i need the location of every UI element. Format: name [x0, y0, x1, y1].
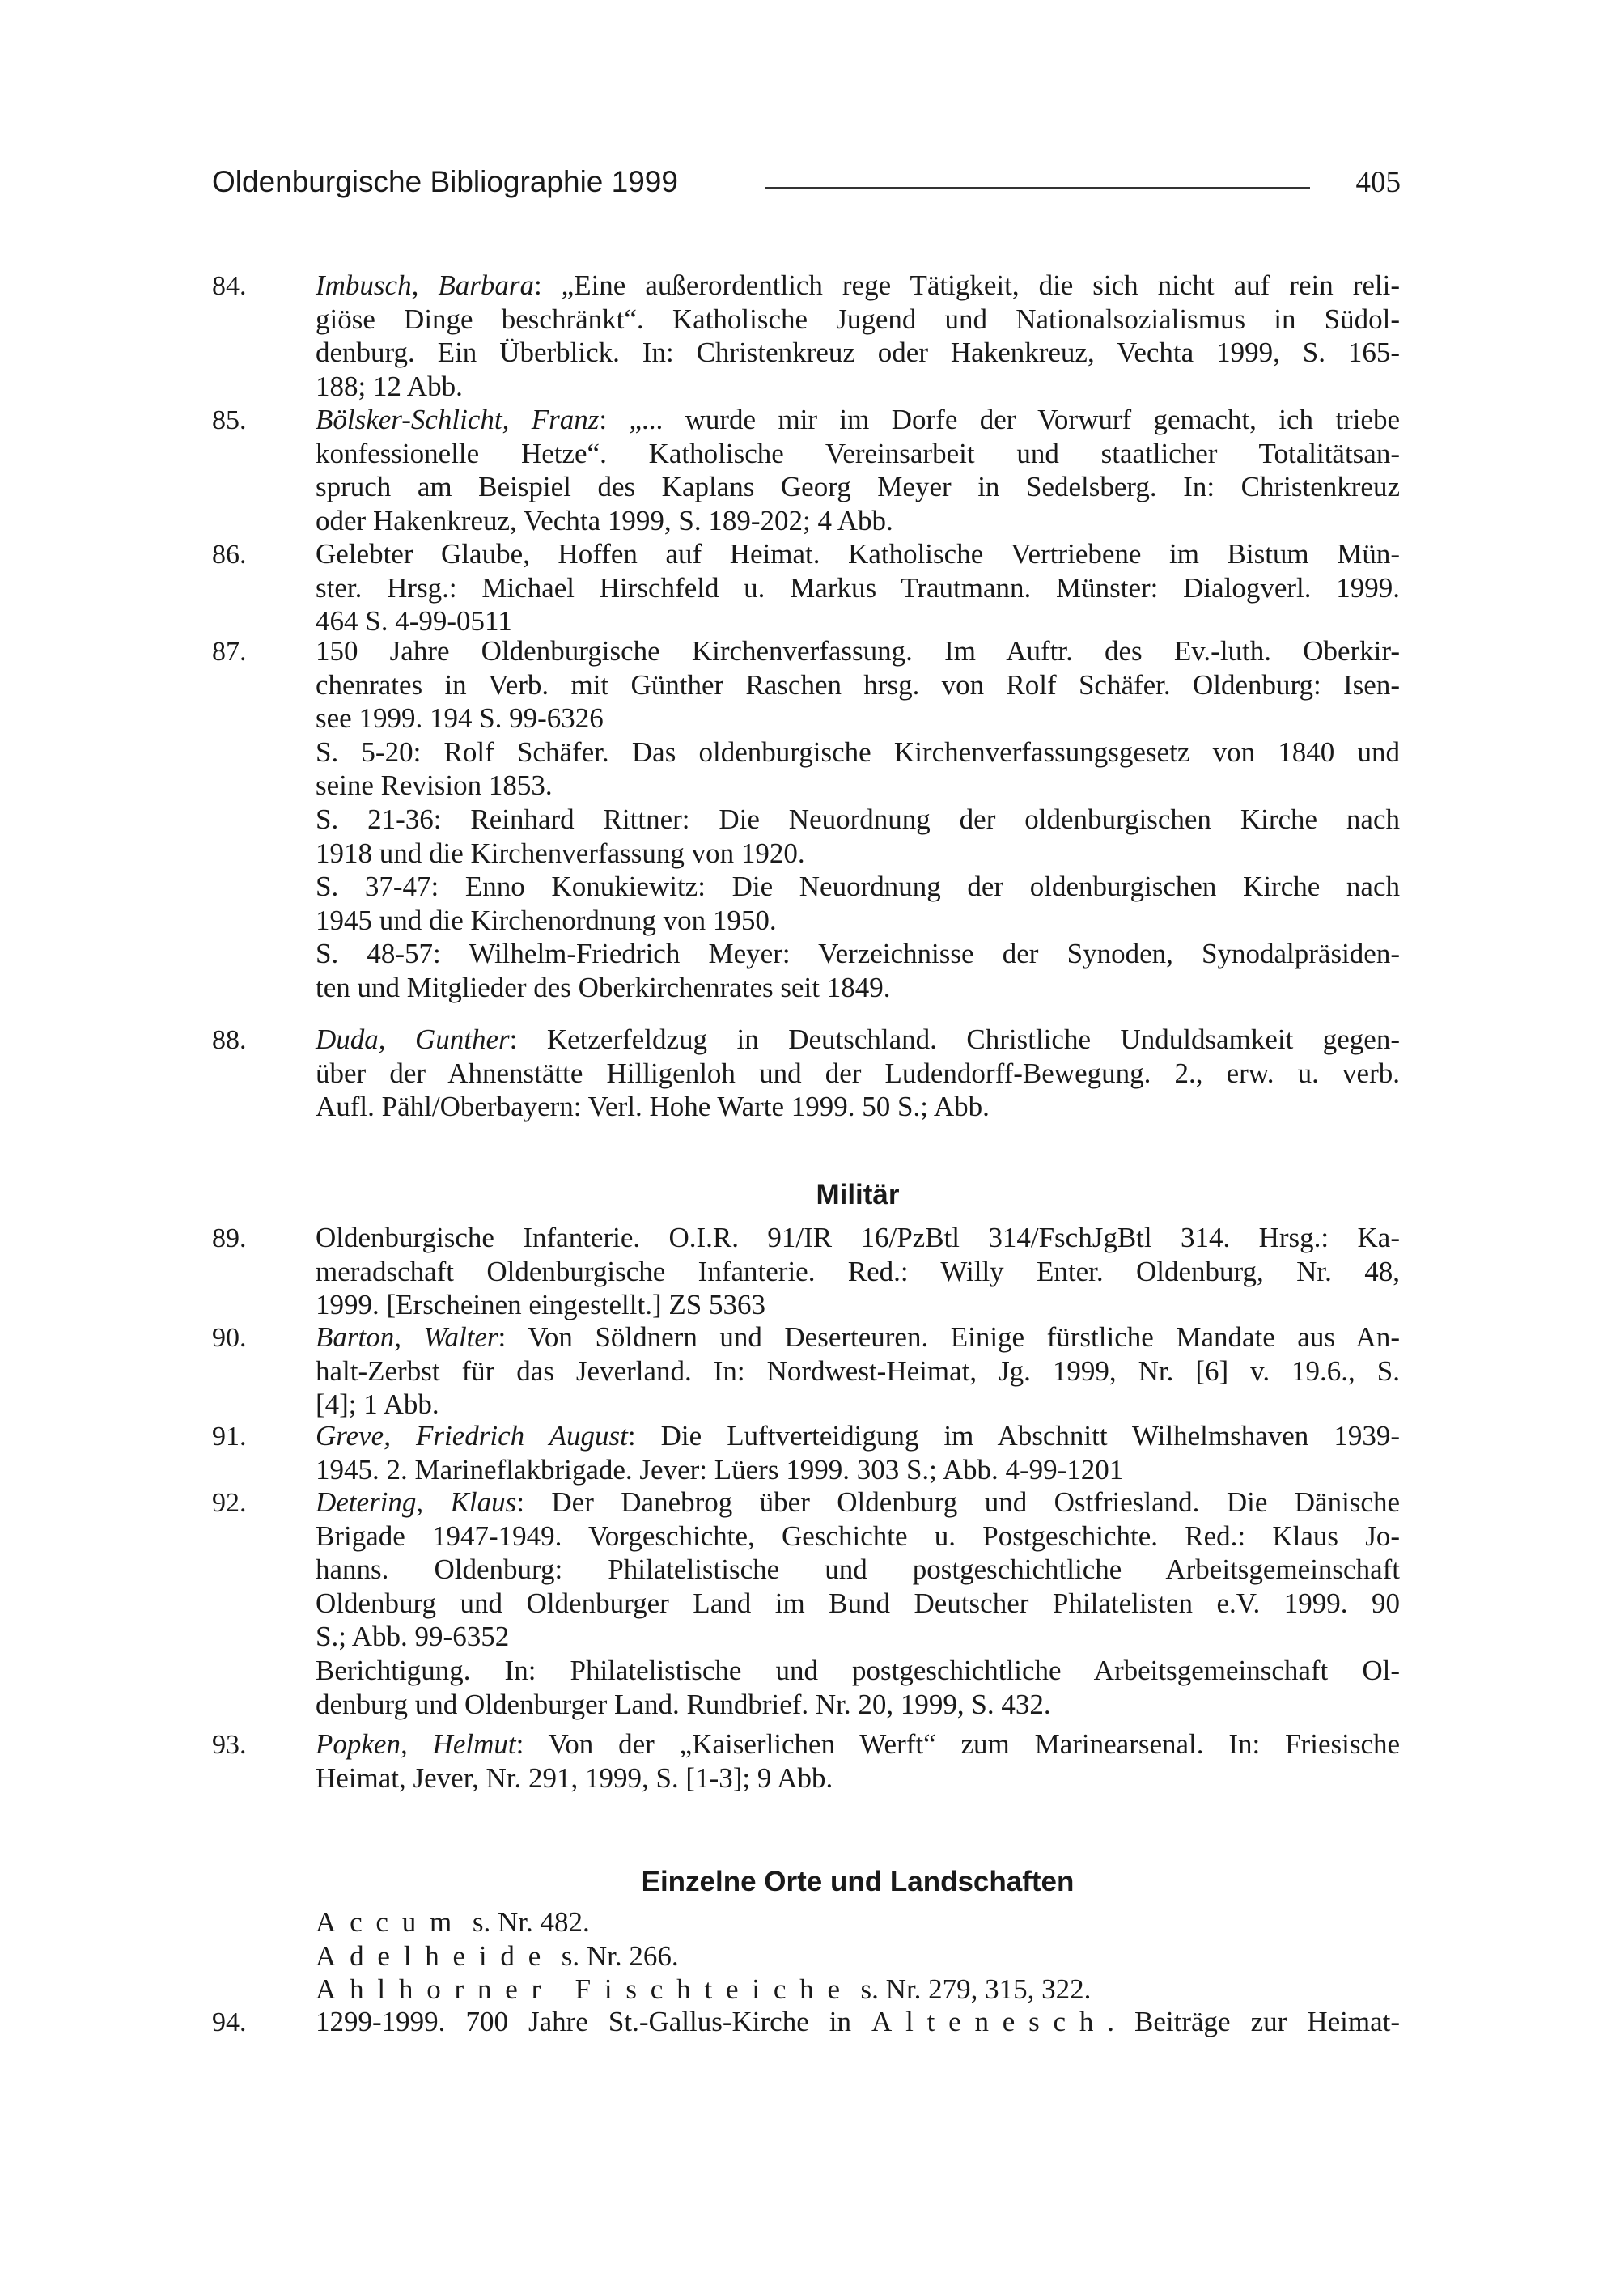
entry-line: [316, 336, 1400, 370]
entry-line: [316, 269, 1400, 303]
entry-text: Brigade 1947-1949. Vorgeschichte, Geschichte u. Postgeschichte. Red.: Klaus Jo-: [316, 1519, 1400, 1552]
entry-line: [316, 769, 553, 803]
entry-text: 1299-1999. 700 Jahre St.-Gallus-Kirche in: [316, 2006, 872, 2037]
entry-line: [316, 571, 1400, 605]
entry-line: [316, 604, 512, 638]
entry-text: giöse Dinge beschränkt“. Katholische Jugend und Nationalsozialismus in Südol-: [316, 303, 1400, 335]
entry-text: : Die Luftverteidigung im Abschnitt Wilhelmshaven 1939-: [627, 1420, 1400, 1452]
entry-text: konfessionelle Hetze“. Katholische Vereinsarbeit und staatlicher Totalitätsan-: [316, 437, 1400, 469]
entry-number: 86.: [212, 540, 247, 570]
entry-text: denburg und Oldenburger Land. Rundbrief. Nr. 20, 1999, S. 432.: [316, 1688, 1051, 1720]
place-name: Ahlhorner Fischteiche: [316, 1973, 854, 2006]
entry-text: meradschaft Oldenburgische Infanterie. Red.: Willy Enter. Oldenburg, Nr. 48,: [316, 1255, 1400, 1287]
entry-text: : Ketzerfeldzug in Deutschland. Christliche Unduldsamkeit gegen-: [509, 1024, 1400, 1055]
entry-number: 93.: [212, 1730, 247, 1760]
entry-line: [316, 1973, 1091, 2007]
entry-line: [316, 1255, 1400, 1289]
entry-text: 464 S. 4-99-0511: [316, 605, 512, 638]
entry-text: : Der Danebrog über Oldenburg und Ostfriesland. Die Dänische: [516, 1486, 1400, 1518]
entry-line: [316, 1090, 990, 1124]
running-title: Oldenburgische Bibliographie 1999: [212, 165, 678, 198]
section-heading-orte: Einzelne Orte und Landschaften: [641, 1866, 1075, 1898]
entry-line: [316, 1320, 1400, 1354]
author-name: Imbusch, Barbara: [316, 269, 534, 301]
entry-line: [316, 937, 1400, 971]
entry-line: [316, 735, 1400, 769]
author-name: Detering, Klaus: [316, 1486, 517, 1518]
entry-line: [316, 1388, 439, 1422]
header-rule: [765, 187, 1310, 189]
entry-text: Oldenburg und Oldenburger Land im Bund Deutscher Philatelisten e.V. 1999. 90: [316, 1587, 1400, 1619]
running-header: [212, 165, 1401, 207]
entry-text: 150 Jahre Oldenburgische Kirchenverfassung. Im Auftr. des Ev.-luth. Oberkir-: [316, 635, 1400, 667]
entry-line: [316, 1288, 765, 1322]
entry-text: S.; Abb. 99-6352: [316, 1621, 510, 1653]
entry-line: [316, 1620, 509, 1654]
entry-text: Aufl. Pähl/Oberbayern: Verl. Hohe Warte 1999. 50 S.; Abb.: [316, 1091, 990, 1123]
entry-line: [316, 370, 463, 404]
entry-line: [316, 701, 604, 735]
entry-text: 1945 und die Kirchenordnung von 1950.: [316, 904, 777, 936]
entry-text: s. Nr. 279, 315, 322.: [853, 1973, 1092, 2006]
entry-text: über der Ahnenstätte Hilligenloh und der Ludendorff-Bewegung. 2., erw. u. verb.: [316, 1057, 1400, 1089]
entry-line: [316, 904, 777, 938]
entry-text: Gelebter Glaube, Hoffen auf Heimat. Katholische Vertriebene im Bistum Mün-: [316, 538, 1400, 570]
entry-text: S. 48-57: Wilhelm-Friedrich Meyer: Verzeichnisse der Synoden, Synodalpräsiden-: [316, 938, 1400, 970]
entry-line: [316, 634, 1400, 668]
entry-line: [316, 1688, 1051, 1722]
entry-line: [316, 504, 893, 538]
entry-text: S. 37-47: Enno Konukiewitz: Die Neuordnung der oldenburgischen Kirche nach: [316, 871, 1400, 903]
author-name: Bölsker-Schlicht, Franz: [316, 404, 600, 435]
entry-line: [316, 1727, 1400, 1761]
entry-text: Oldenburgische Infanterie. O.I.R. 91/IR 16/PzBtl 314/FschJgBtl 314. Hrsg.: Ka-: [316, 1222, 1400, 1253]
entry-number: 87.: [212, 637, 247, 667]
entry-text: [4]; 1 Abb.: [316, 1388, 439, 1421]
entry-line: [316, 803, 1400, 837]
entry-text: 1945. 2. Marineflakbrigade. Jever: Lüers 1999. 303 S.; Abb. 4-99-1201: [316, 1453, 1124, 1486]
entry-line: [316, 1023, 1400, 1057]
entry-text: : „... wurde mir im Dorfe der Vorwurf gemacht, ich triebe: [599, 404, 1400, 435]
place-name: Adelheide: [316, 1939, 555, 1972]
author-name: Greve, Friedrich August: [316, 1420, 628, 1452]
place-name: Accum: [316, 1906, 466, 1938]
entry-text: 1918 und die Kirchenverfassung von 1920.: [316, 837, 805, 869]
entry-text: seine Revision 1853.: [316, 769, 553, 802]
entry-text: denburg. Ein Überblick. In: Christenkreuz oder Hakenkreuz, Vechta 1999, S. 165-: [316, 337, 1400, 369]
place-name: Altenesch: [871, 2006, 1108, 2037]
entry-line: [316, 1553, 1400, 1587]
author-name: Barton, Walter: [316, 1321, 498, 1353]
entry-number: 84.: [212, 271, 247, 301]
entry-text: Berichtigung. In: Philatelistische und postgeschichtliche Arbeitsgemeinschaft Ol-: [316, 1655, 1400, 1686]
entry-text: s. Nr. 482.: [465, 1906, 590, 1938]
entry-text: ster. Hrsg.: Michael Hirschfeld u. Markus Trautmann. Münster: Dialogverl. 1999.: [316, 571, 1400, 604]
entry-line: [316, 470, 1400, 504]
page-number: 405: [1355, 166, 1401, 199]
entry-line: [316, 1486, 1400, 1519]
entry-line: [316, 668, 1400, 702]
entry-line: [316, 837, 805, 871]
entry-text: ten und Mitglieder des Oberkirchenrates seit 1849.: [316, 972, 891, 1003]
entry-line: [316, 2005, 1400, 2039]
entry-line: [316, 303, 1400, 337]
entry-number: 94.: [212, 2007, 247, 2037]
entry-line: [316, 1453, 1123, 1487]
entry-line: [316, 1419, 1400, 1453]
entry-number: 85.: [212, 405, 247, 435]
entry-line: [316, 870, 1400, 904]
entry-line: [316, 971, 891, 1005]
entry-text: 188; 12 Abb.: [316, 370, 463, 402]
entry-number: 89.: [212, 1223, 247, 1253]
entry-number: 90.: [212, 1323, 247, 1353]
entry-text: : Von Söldnern und Deserteuren. Einige fürstliche Mandate aus An-: [498, 1321, 1400, 1353]
entry-line: [316, 437, 1400, 471]
entry-line: [316, 1221, 1400, 1255]
entry-text: oder Hakenkreuz, Vechta 1999, S. 189-202; 4 Abb.: [316, 504, 893, 536]
entry-line: [316, 1905, 590, 1939]
entry-line: [316, 1057, 1400, 1091]
entry-line: [316, 1939, 679, 1973]
entry-line: [316, 403, 1400, 437]
entry-text: : Von der „Kaiserlichen Werft“ zum Marinearsenal. In: Friesische: [515, 1728, 1401, 1760]
author-name: Duda, Gunther: [316, 1024, 510, 1055]
entry-text: S. 5-20: Rolf Schäfer. Das oldenburgische Kirchenverfassungsgesetz von 1840 und: [316, 735, 1400, 768]
entry-text: 1999. [Erscheinen eingestellt.] ZS 5363: [316, 1289, 765, 1321]
entry-line: [316, 537, 1400, 571]
author-name: Popken, Helmut: [316, 1728, 516, 1760]
entry-text: hanns. Oldenburg: Philatelistische und postgeschichtliche Arbeitsgemeinschaft: [316, 1553, 1400, 1586]
entry-line: [316, 1587, 1400, 1621]
entry-text: see 1999. 194 S. 99-6326: [316, 702, 604, 735]
entry-number: 92.: [212, 1488, 247, 1518]
entry-text: spruch am Beispiel des Kaplans Georg Meyer in Sedelsberg. In: Christenkreuz: [316, 471, 1400, 503]
section-heading-militaer: Militär: [816, 1179, 900, 1211]
entry-text: chenrates in Verb. mit Günther Raschen hrsg. von Rolf Schäfer. Oldenburg: Isen-: [316, 668, 1400, 701]
entry-text: : „Eine außerordentlich rege Tätigkeit, die sich nicht auf rein reli-: [533, 269, 1400, 301]
entry-text: halt-Zerbst für das Jeverland. In: Nordwest-Heimat, Jg. 1999, Nr. [6] v. 19.6., S.: [316, 1354, 1400, 1387]
entry-number: 91.: [212, 1422, 247, 1452]
entry-text: S. 21-36: Reinhard Rittner: Die Neuordnung der oldenburgischen Kirche nach: [316, 803, 1400, 835]
entry-text: Heimat, Jever, Nr. 291, 1999, S. [1-3]; 9 Abb.: [316, 1761, 833, 1794]
entry-line: [316, 1519, 1400, 1553]
entry-text: s. Nr. 266.: [554, 1939, 679, 1972]
entry-line: [316, 1654, 1400, 1688]
entry-line: [316, 1761, 833, 1795]
entry-text: . Beiträge zur Heimat-: [1107, 2006, 1400, 2037]
entry-line: [316, 1354, 1400, 1388]
entry-number: 88.: [212, 1025, 247, 1055]
